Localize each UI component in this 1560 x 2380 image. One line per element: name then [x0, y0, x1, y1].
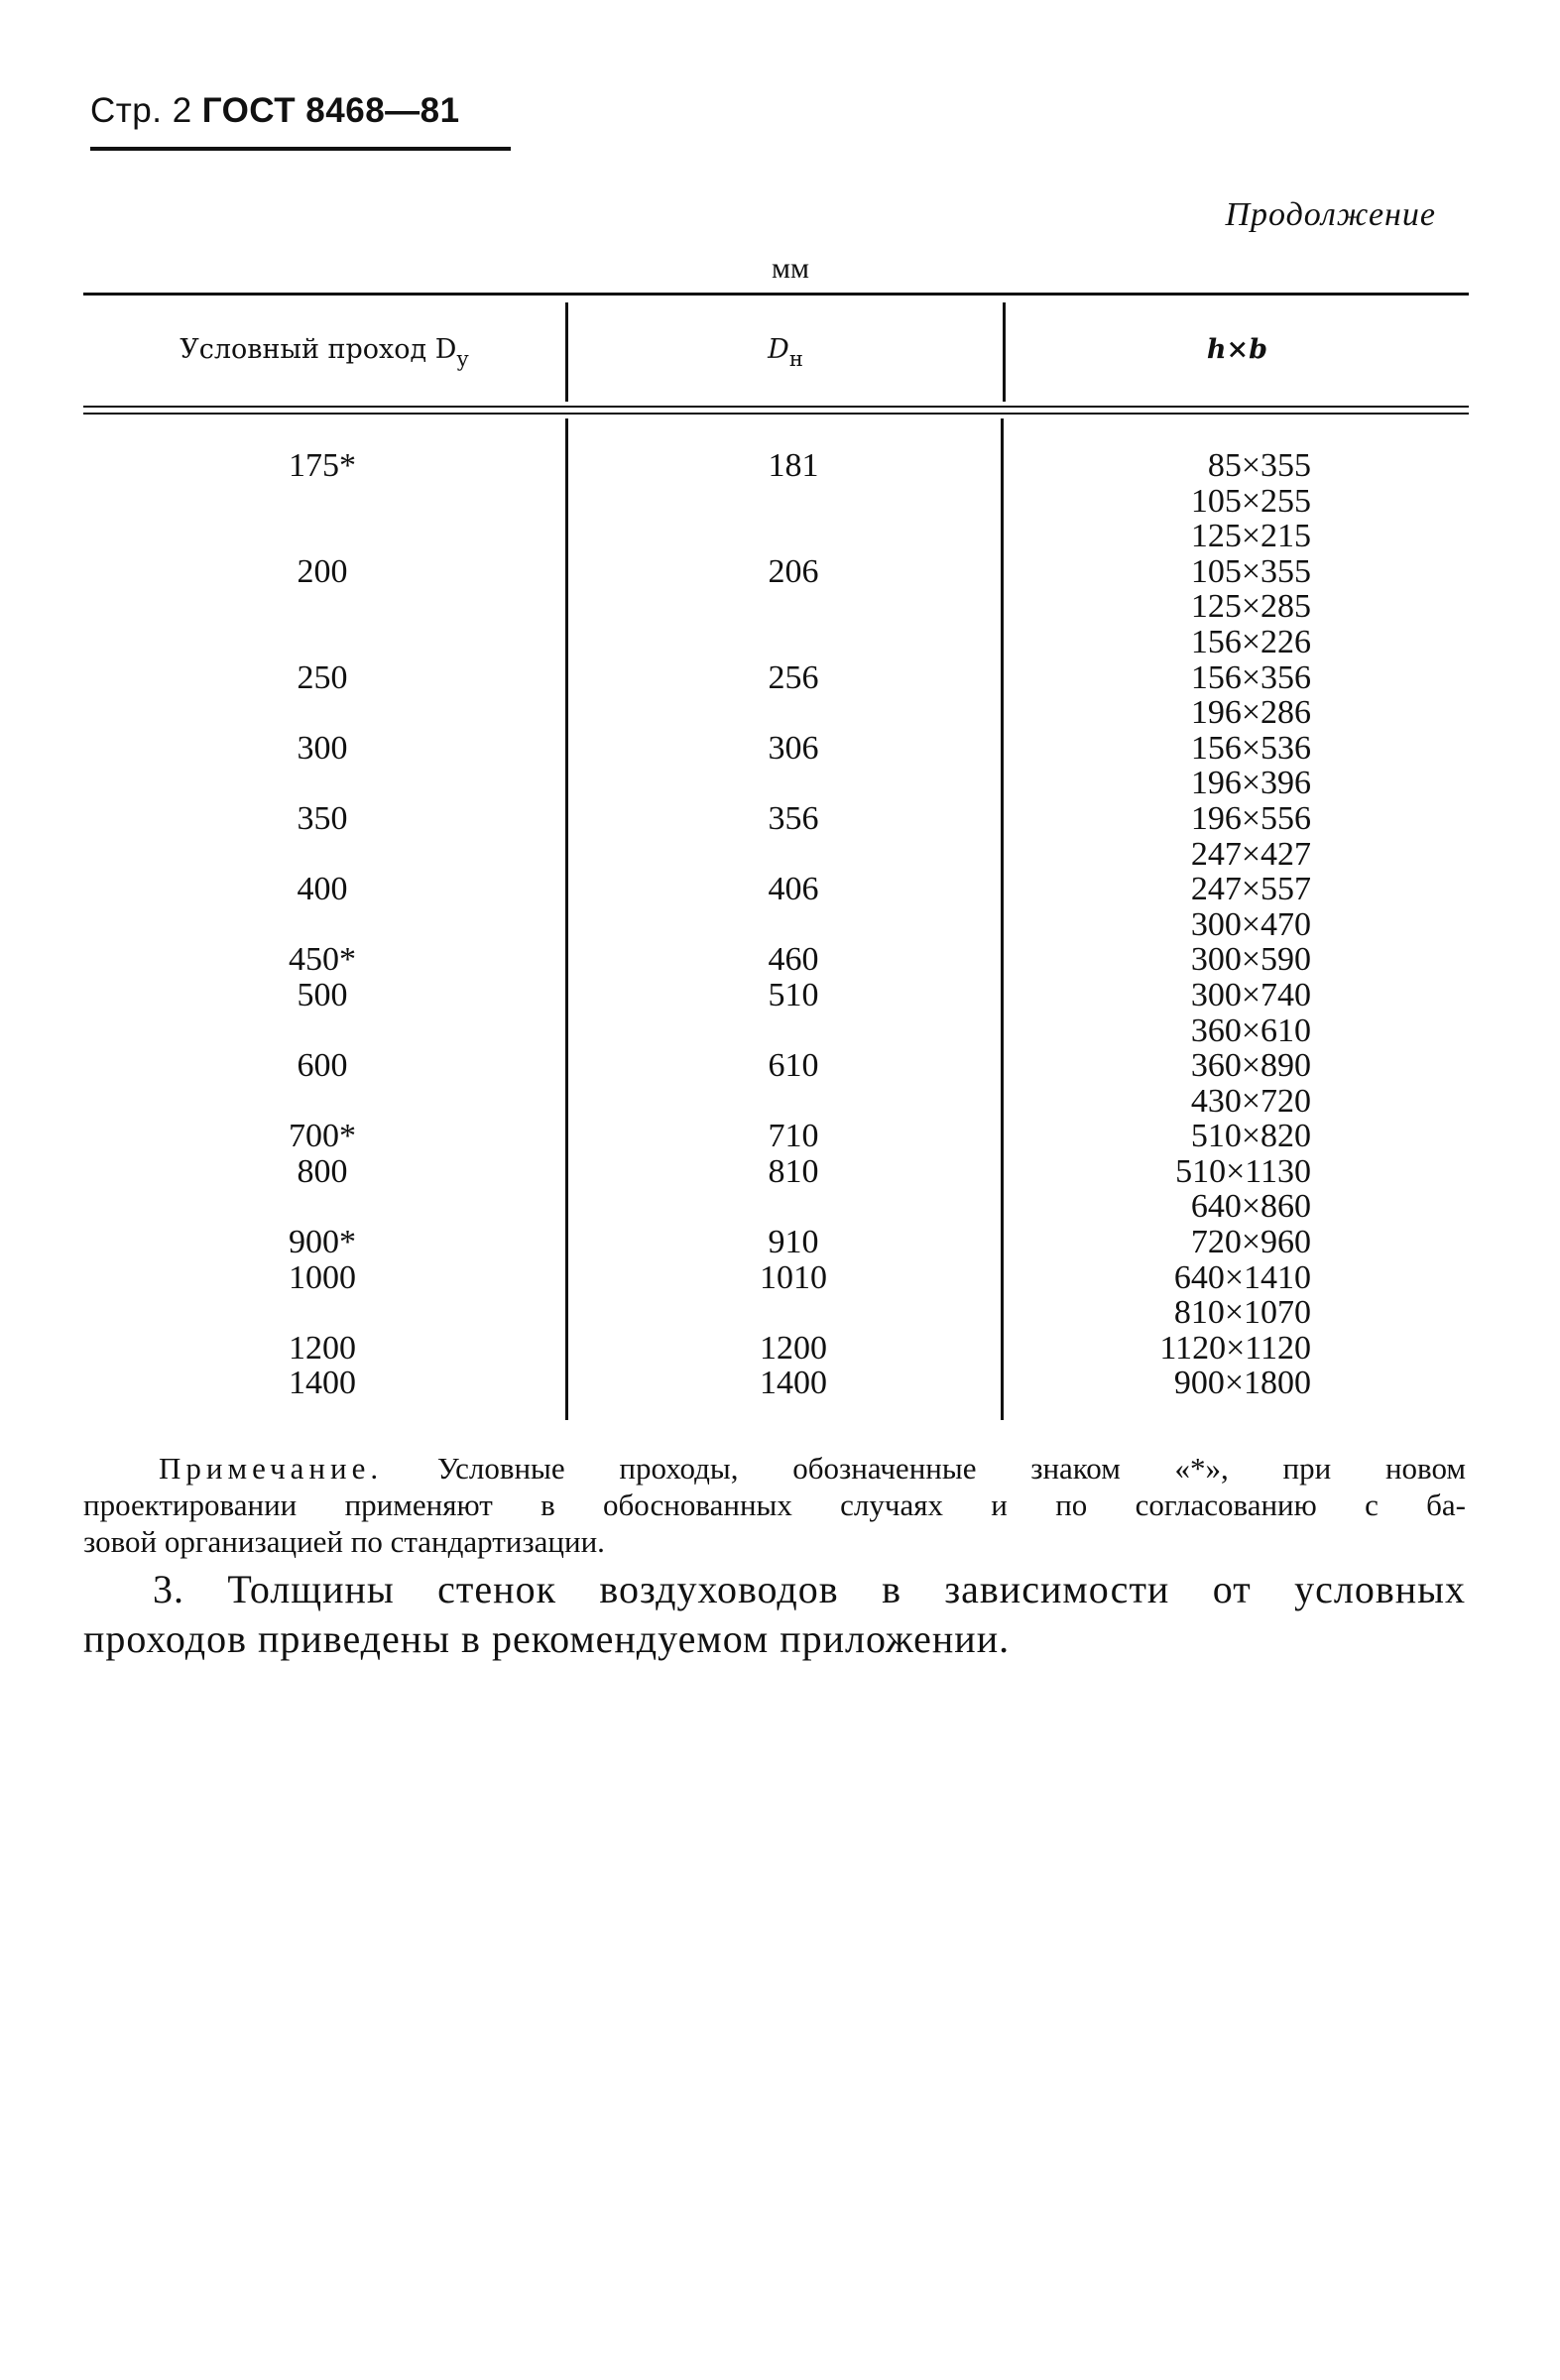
table-cell: 196×556: [1190, 799, 1311, 837]
table-cell: [714, 1084, 873, 1120]
table-cell: 350: [297, 799, 348, 837]
note-lead: Примечание.: [159, 1451, 384, 1486]
table-note: [83, 1450, 1467, 1560]
table-cell: 306: [768, 729, 819, 767]
table-cell: [714, 589, 873, 625]
table-cell: 640×1410: [1173, 1258, 1311, 1296]
table-cell: 200: [297, 552, 348, 590]
table-cell: 1200: [760, 1329, 827, 1367]
table-cell: 1010: [760, 1258, 827, 1296]
table-cell: 910: [768, 1224, 819, 1261]
table-cell: 196×286: [1190, 694, 1311, 732]
table-cell: 720×960: [1190, 1224, 1311, 1261]
table-cell: 900*: [289, 1224, 356, 1261]
body-paragraph: [83, 1565, 1466, 1664]
table-cell: 1120×1120: [1159, 1329, 1311, 1367]
table-cell: 300×740: [1190, 976, 1311, 1013]
table-cell: 206: [768, 552, 819, 590]
table-cell: [238, 907, 407, 943]
table-cell: 105×355: [1190, 552, 1311, 590]
table-cell: [238, 589, 407, 625]
unit-label: мм: [772, 252, 809, 285]
table-cell: 196×396: [1190, 765, 1311, 802]
table-cell: 256: [768, 658, 819, 696]
column-header-dn: $D_н$: [768, 334, 803, 371]
table-cell: 356: [768, 799, 819, 837]
table-cell: 105×255: [1190, 482, 1311, 520]
table-cell: 250: [297, 658, 348, 696]
table-cell: 610: [768, 1047, 819, 1085]
table-cell: 500: [297, 976, 348, 1013]
table-cell: 360×610: [1190, 1012, 1311, 1049]
table-cell: 156×536: [1190, 729, 1311, 767]
table-cell: [238, 625, 407, 660]
table-cell: [714, 766, 873, 801]
note-line: зовой организацией по стандартизации.: [83, 1524, 605, 1559]
table-cell: 900×1800: [1173, 1365, 1311, 1402]
table-cell: [238, 1295, 407, 1331]
paragraph-line: проходов приведены в рекомендуемом приложении.: [83, 1616, 1011, 1661]
header-rule-lower: [83, 413, 1469, 415]
table-cell: 1400: [289, 1365, 356, 1402]
table-cell: [238, 766, 407, 801]
table-cell: [714, 837, 873, 873]
table-cell: 400: [297, 871, 348, 908]
table-cell: 510×820: [1190, 1118, 1311, 1155]
table-cell: [714, 484, 873, 520]
table-cell: 175*: [289, 447, 356, 484]
table-cell: [714, 907, 873, 943]
paragraph-line: 3. Толщины стенок воздуховодов в зависимости от условных: [153, 1567, 1466, 1611]
table-top-rule: [83, 293, 1469, 296]
table-cell: 300×470: [1190, 905, 1311, 943]
table-cell: 1400: [760, 1365, 827, 1402]
standard-number: ГОСТ 8468—81: [201, 91, 460, 130]
table-cell: 430×720: [1190, 1082, 1311, 1120]
table-cell: 510: [768, 976, 819, 1013]
table-cell: [714, 625, 873, 660]
table-cell: 1000: [289, 1258, 356, 1296]
table-cell: [238, 837, 407, 873]
header-rule: [90, 147, 511, 151]
column-dy-values: [238, 448, 407, 1401]
note-line: проектировании применяют в обоснованных случаях и по согласованию с ба-: [83, 1488, 1466, 1522]
table-cell: 300×590: [1190, 941, 1311, 979]
table-cell: 460: [768, 941, 819, 979]
table-cell: 156×356: [1190, 658, 1311, 696]
table-cell: [238, 1084, 407, 1120]
table-cell: 247×427: [1190, 835, 1311, 873]
table-cell: [714, 1295, 873, 1331]
column-divider-2: [1001, 418, 1004, 1420]
table-cell: 450*: [289, 941, 356, 979]
table-cell: 810×1070: [1173, 1294, 1311, 1332]
table-cell: [714, 695, 873, 731]
table-cell: 360×890: [1190, 1047, 1311, 1085]
table-cell: 406: [768, 871, 819, 908]
column-hxb-values: [1091, 448, 1311, 1401]
column-divider-1: [565, 418, 568, 1420]
column-header-dy: Условный проход $D_у$: [180, 334, 469, 371]
table-cell: 800: [297, 1152, 348, 1190]
table-cell: 181: [768, 447, 819, 484]
table-cell: 300: [297, 729, 348, 767]
table-cell: 710: [768, 1118, 819, 1155]
column-dn-values: [714, 448, 873, 1401]
table-cell: 1200: [289, 1329, 356, 1367]
table-cell: [238, 1189, 407, 1225]
table-cell: 125×215: [1190, 518, 1311, 555]
page-number: Стр. 2: [90, 91, 192, 130]
table-cell: [238, 484, 407, 520]
table-cell: [238, 695, 407, 731]
page-header: [90, 91, 460, 131]
note-line: Примечание. Условные проходы, обозначенные знаком «*», при новом: [159, 1451, 1467, 1486]
continuation-label: Продолжение: [1225, 196, 1436, 233]
table-cell: 85×355: [1207, 447, 1311, 484]
table-cell: [238, 519, 407, 554]
table-cell: [238, 1013, 407, 1049]
table-cell: 600: [297, 1047, 348, 1085]
table-cell: 700*: [289, 1118, 356, 1155]
header-rule-upper: [83, 406, 1469, 408]
table-cell: 125×285: [1190, 588, 1311, 626]
column-header-hxb: h×b: [1206, 334, 1268, 365]
table-cell: 510×1130: [1175, 1152, 1311, 1190]
table-cell: 640×860: [1190, 1188, 1311, 1226]
table-cell: 810: [768, 1152, 819, 1190]
table-cell: 156×226: [1190, 623, 1311, 660]
table-cell: [714, 519, 873, 554]
table-cell: 247×557: [1190, 871, 1311, 908]
table-cell: [714, 1013, 873, 1049]
table-cell: [714, 1189, 873, 1225]
